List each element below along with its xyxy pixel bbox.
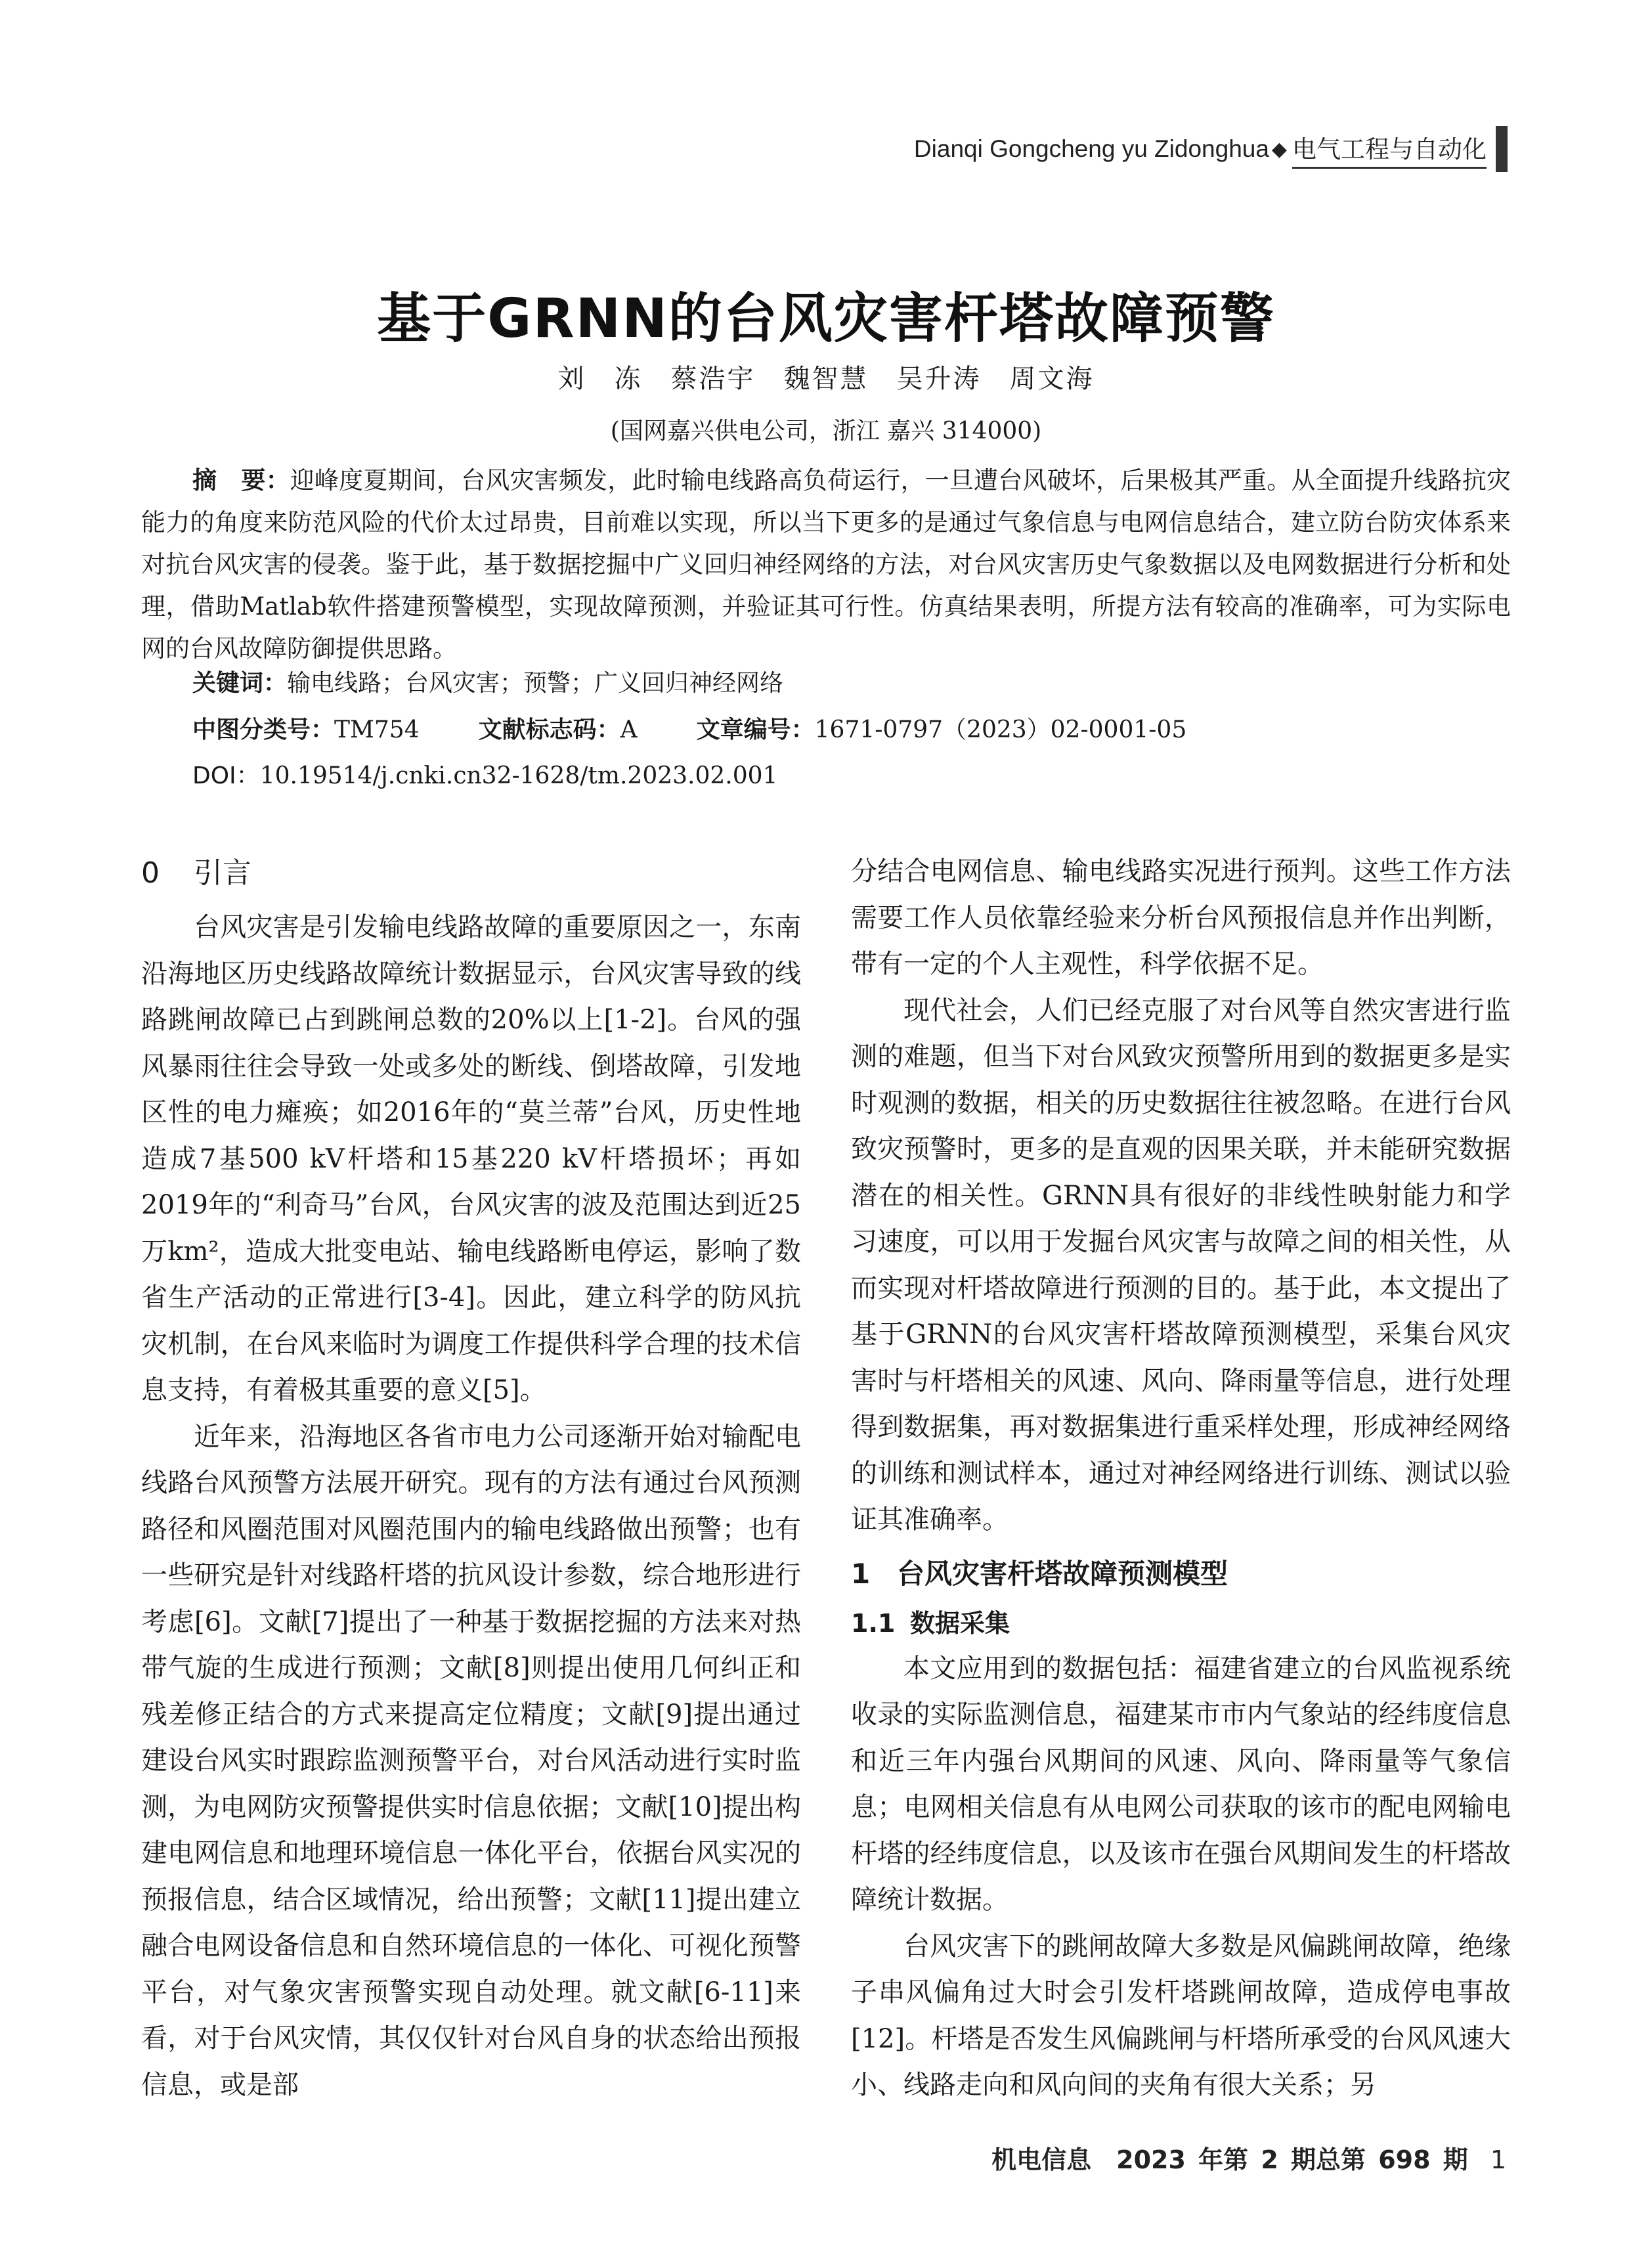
section-1-number: 1 [851,1557,871,1590]
running-head-pinyin: Dianqi Gongcheng yu Zidonghua [913,135,1269,162]
page-title: 基于GRNN的台风灾害杆塔故障预警 [377,288,1275,350]
section-0-number: 0 [141,856,160,890]
abstract-text: 迎峰度夏期间，台风灾害频发，此时输电线路高负荷运行，一旦遭台风破坏，后果极其严重。从全面提升线路抗灾能力的角度来防范风险的代价太过昂贵，目前难以实现，所以当下更多的是通过气象信息与电网信息结合，建立防台防灾体系来对抗台风灾害的侵袭。鉴于此，基于数据挖掘中广义回归神经网络的方法，对台风灾害历史气象数据以及电网数据进行分析和处理，借助Matlab软件搭建预警模型，实现故障预测，并验证其可行性。仿真结果表明，所提方法有较高的准确率，可为实际电网的台风故障防御提供思路。 [141,466,1511,663]
right-column [851,848,1511,2109]
classification [192,711,1186,745]
keywords-text: 输电线路；台风灾害；预警；广义回归神经网络 [287,670,784,697]
doi [192,757,777,791]
intro-paragraph-2-continued: 分结合电网信息、输电线路实况进行预判。这些工作方法需要工作人员依靠经验来分析台风预报信息并作出判断，带有一定的个人主观性，科学依据不足。 [851,856,1511,979]
data-paragraph-1: 本文应用到的数据包括：福建省建立的台风监视系统收录的实际监测信息，福建某市市内气象站的经纬度信息和近三年内强台风期间的风速、风向、降雨量等气象信息；电网相关信息有从电网公司获取的该市的配电网输电杆塔的经纬度信息，以及该市在强台风期间发生的杆塔故障统计数据。 [851,1653,1511,1915]
section-1-title: 台风灾害杆塔故障预测模型 [897,1557,1228,1590]
doi-label: DOI： [192,762,260,789]
doc-code-label: 文献标志码： [478,716,620,743]
authors: 刘 冻 蔡浩宇 魏智慧 吴升涛 周文海 [557,364,1095,394]
diamond-icon: ◆ [1271,138,1287,160]
article-no-value: 1671-0797（2023）02-0001-05 [814,716,1187,743]
intro-paragraph-1: 台风灾害是引发输电线路故障的重要原因之一，东南沿海地区历史线路故障统计数据显示，台风灾害导致的线路跳闸故障已占到跳闸总数的20%以上[1-2]。台风的强风暴雨往往会导致一处或多处的断线、倒塔故障，引发地区性的电力瘫痪；如2016年的“莫兰蒂”台风，历史性地造成7基500 kV杆塔和15基220 kV杆塔损坏；再如2019年的“利奇马”台风，台风灾害的波及范围达到近25万km²，造成大批变电站、输电线路断电停运，影响了数省生产活动的正常进行[3-4]。因此，建立科学的防风抗灾机制，在台风来临时为调度工作提供科学合理的技术信息支持，有着极其重要的意义[5]。 [141,912,801,1405]
left-column [141,850,801,2108]
doi-value: 10.19514/j.cnki.cn32-1628/tm.2023.02.001 [259,762,778,789]
section-1-1-heading [851,1601,1511,1646]
section-1-1-title: 数据采集 [910,1608,1011,1638]
section-1-heading [851,1550,1511,1598]
article-no-label: 文章编号： [696,716,815,743]
running-head-journal: 电气工程与自动化 [1292,129,1487,169]
section-1-1-number: 1.1 [851,1608,896,1638]
doc-code-value: A [620,716,638,743]
intro-paragraph-2: 近年来，沿海地区各省市电力公司逐渐开始对输配电线路台风预警方法展开研究。现有的方法有通过台风预测路径和风圈范围对风圈范围内的输电线路做出预警；也有一些研究是针对线路杆塔的抗风设计参数，综合地形进行考虑[6]。文献[7]提出了一种基于数据挖掘的方法来对热带气旋的生成进行预测；文献[8]则提出使用几何纠正和残差修正结合的方式来提高定位精度；文献[9]提出通过建设台风实时跟踪监测预警平台，对台风活动进行实时监测，为电网防灾预警提供实时信息依据；文献[10]提出构建电网信息和地理环境信息一体化平台，依据台风实况的预报信息，结合区域情况，给出预警；文献[11]提出建立融合电网设备信息和自然环境信息的一体化、可视化预警平台，对气象灾害预警实现自动处理。就文献[6-11]来看，对于台风灾情，其仅仅针对台风自身的状态给出预报信息，或是部 [141,1421,801,2100]
clc-value: TM754 [334,716,420,743]
clc-label: 中图分类号： [192,716,335,743]
keywords-label: 关键词： [192,670,288,697]
abstract-label: 摘 要： [192,466,290,494]
intro-paragraph-3: 现代社会，人们已经克服了对台风等自然灾害进行监测的难题，但当下对台风致灾预警所用到的数据更多是实时观测的数据，相关的历史数据往往被忽略。在进行台风致灾预警时，更多的是直观的因果关联，并未能研究数据潜在的相关性。GRNN具有很好的非线性映射能力和学习速度，可以用于发掘台风灾害与故障之间的相关性，从而实现对杆塔故障进行预测的目的。基于此，本文提出了基于GRNN的台风灾害杆塔故障预测模型，采集台风灾害时与杆塔相关的风速、风向、降雨量等信息，进行处理得到数据集，再对数据集进行重采样处理，形成神经网络的训练和测试样本，通过对神经网络进行训练、测试以验证其准确率。 [851,995,1511,1535]
abstract [141,460,1511,670]
footer-journal: 机电信息 2023 年第 2 期总第 698 期 [991,2145,1468,2174]
keywords [192,665,783,698]
section-0-title: 引言 [194,856,251,890]
section-0-heading [141,850,801,896]
running-head [914,126,1508,172]
page-number: 1 [1490,2145,1506,2174]
page-footer [991,2139,1506,2176]
data-paragraph-2: 台风灾害下的跳闸故障大多数是风偏跳闸故障，绝缘子串风偏角过大时会引发杆塔跳闸故障，造成停电事故[12]。杆塔是否发生风偏跳闸与杆塔所承受的台风风速大小、线路走向和风向间的夹角有很大关系；另 [851,1931,1511,2100]
running-head-bar [1496,126,1508,172]
affiliation: (国网嘉兴供电公司，浙江 嘉兴 314000) [610,418,1042,445]
